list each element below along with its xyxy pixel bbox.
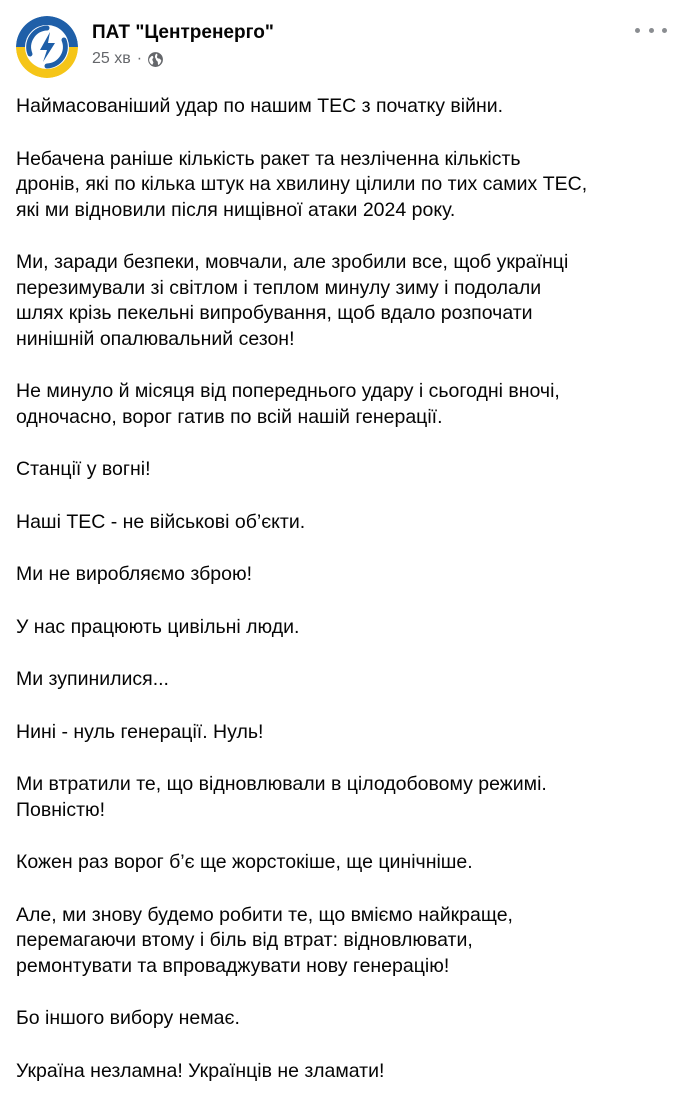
post-paragraph: [16, 379, 666, 430]
post-paragraph: [16, 510, 666, 536]
post-paragraph: [16, 562, 666, 588]
post-paragraph: [16, 147, 666, 224]
post-text-line: Не минуло й місяця від попереднього удару і сьогодні вночі,: [16, 380, 560, 402]
post-text-line: перезимували зі світлом і теплом минулу зиму і подолали: [16, 276, 542, 299]
post-text-line: одночасно, ворог гатив по всій нашій генерації.: [16, 405, 443, 428]
post-text-line: У нас працюють цивільні люди.: [16, 615, 300, 638]
post-text-line: Ми не виробляємо зброю!: [16, 563, 252, 585]
post-meta: [92, 50, 164, 68]
post-text-line: Нині - нуль генерації. Нуль!: [16, 720, 264, 743]
ellipsis-icon: [635, 28, 640, 33]
post-paragraph: [16, 94, 666, 120]
post-text-line: нинішній опалювальний сезон!: [16, 327, 295, 350]
post-paragraph: [16, 850, 666, 876]
post-paragraph: [16, 772, 666, 823]
post-text-line: ремонтувати та впроваджувати нову генерацію!: [16, 954, 450, 977]
post-text-line: Станції у вогні!: [16, 458, 151, 480]
post-text-line: Але, ми знову будемо робити те, що вміємо найкраще,: [16, 903, 513, 926]
post-paragraph: [16, 667, 666, 693]
post-text-line: Бо іншого вибору немає.: [16, 1007, 240, 1029]
post-paragraph: [16, 457, 666, 483]
post-text-line: Наші ТЕС - не військові об’єкти.: [16, 510, 306, 533]
post-timestamp[interactable]: 25 хв: [92, 50, 131, 67]
post-text-line: Україна незламна! Українців не зламати!: [16, 1059, 385, 1082]
post-text-line: Наймасованіший удар по нашим ТЕС з початку війни.: [16, 95, 504, 117]
globe-icon[interactable]: [147, 51, 164, 68]
page-name-link[interactable]: ПАТ "Центренерго": [92, 22, 274, 43]
post-text-line: дронів, які по кілька штук на хвилину цілили по тих самих ТЕС,: [16, 173, 588, 195]
post-text-line: Небачена раніше кількість ракет та незліченна кількість: [16, 147, 521, 170]
post-text: [16, 94, 666, 1111]
post-paragraph: [16, 903, 666, 980]
post-paragraph: [16, 1006, 666, 1032]
post-text-line: Ми втратили те, що відновлювали в цілодобовому режимі.: [16, 773, 547, 795]
page-avatar[interactable]: [16, 16, 78, 78]
meta-separator: ·: [136, 50, 143, 67]
centrenergo-logo-icon: [16, 16, 78, 78]
post-text-line: Повністю!: [16, 798, 106, 821]
post-paragraph: [16, 250, 666, 352]
post-text-line: Кожен раз ворог б’є ще жорстокіше, ще цинічніше.: [16, 851, 473, 873]
post-paragraph: [16, 720, 666, 746]
post-paragraph: [16, 1059, 666, 1085]
post-text-line: шлях крізь пекельні випробування, щоб вдало розпочати: [16, 302, 533, 324]
more-options-button[interactable]: [635, 20, 667, 40]
post-text-line: перемагаючи втому і біль від втрат: відновлювати,: [16, 929, 473, 951]
post-text-line: Ми зупинилися...: [16, 668, 169, 690]
post-paragraph: [16, 615, 666, 641]
post-text-line: Ми, заради безпеки, мовчали, але зробили все, щоб українці: [16, 251, 569, 273]
post-header: [16, 16, 665, 78]
post-text-line: які ми відновили після нищівної атаки 2024 року.: [16, 198, 456, 221]
